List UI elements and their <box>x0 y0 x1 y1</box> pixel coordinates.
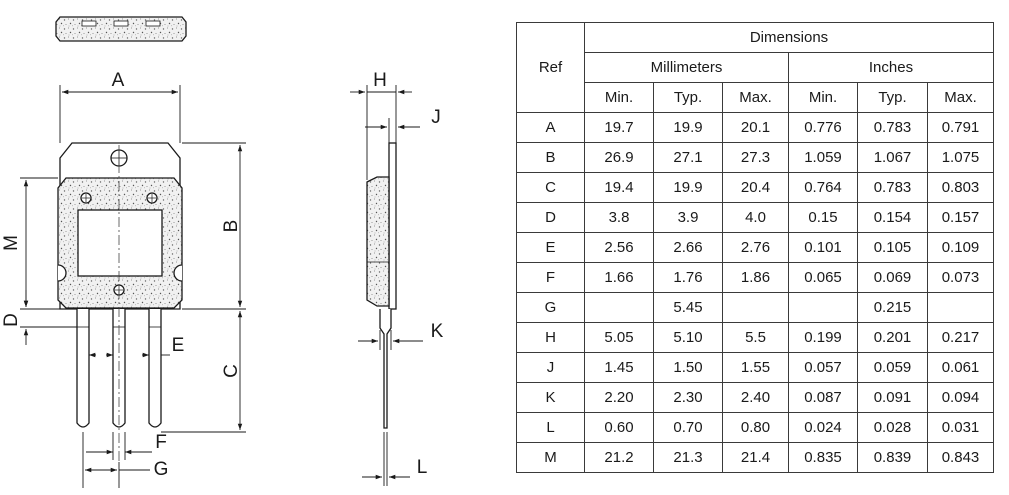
ref-cell: K <box>517 383 585 413</box>
value-cell: 0.059 <box>858 353 928 383</box>
dim-label-d: D <box>1 313 23 327</box>
value-cell: 0.154 <box>858 203 928 233</box>
front-view <box>58 143 182 427</box>
value-cell: 3.8 <box>585 203 654 233</box>
value-cell: 0.201 <box>858 323 928 353</box>
value-cell: 0.069 <box>858 263 928 293</box>
dim-label-e: E <box>171 335 185 356</box>
dim-label-h: H <box>373 70 387 91</box>
ref-cell: J <box>517 353 585 383</box>
table-row <box>517 413 994 443</box>
value-cell: 1.45 <box>585 353 654 383</box>
ref-header: Ref <box>517 23 585 113</box>
value-cell <box>723 293 789 323</box>
dim-label-k: K <box>430 321 444 342</box>
value-cell: 0.839 <box>858 443 928 473</box>
header-row-units <box>517 53 994 83</box>
value-cell: 0.028 <box>858 413 928 443</box>
value-cell: 19.9 <box>654 113 723 143</box>
value-cell: 19.7 <box>585 113 654 143</box>
value-cell: 0.217 <box>928 323 994 353</box>
value-cell: 0.70 <box>654 413 723 443</box>
table-row <box>517 203 994 233</box>
value-cell: 0.061 <box>928 353 994 383</box>
value-cell: 2.20 <box>585 383 654 413</box>
dim-label-g: G <box>153 459 169 480</box>
value-cell: 27.1 <box>654 143 723 173</box>
value-cell: 0.80 <box>723 413 789 443</box>
ref-cell: B <box>517 143 585 173</box>
value-cell: 21.2 <box>585 443 654 473</box>
table-row <box>517 173 994 203</box>
table-row <box>517 113 994 143</box>
value-cell: 1.50 <box>654 353 723 383</box>
value-cell: 21.3 <box>654 443 723 473</box>
value-cell: 2.76 <box>723 233 789 263</box>
millimeters-header: Millimeters <box>585 53 789 83</box>
value-cell: 1.66 <box>585 263 654 293</box>
value-cell: 20.1 <box>723 113 789 143</box>
value-cell: 0.843 <box>928 443 994 473</box>
value-cell: 19.9 <box>654 173 723 203</box>
value-cell: 0.109 <box>928 233 994 263</box>
table-row <box>517 143 994 173</box>
value-cell: 0.157 <box>928 203 994 233</box>
value-cell: 0.101 <box>789 233 858 263</box>
value-cell: 2.66 <box>654 233 723 263</box>
table-row <box>517 443 994 473</box>
header-row-minmax <box>517 83 994 113</box>
header-row-dimensions <box>517 23 994 53</box>
value-cell <box>928 293 994 323</box>
value-cell: 0.024 <box>789 413 858 443</box>
sub-header: Min. <box>789 83 858 113</box>
sub-header: Min. <box>585 83 654 113</box>
value-cell: 21.4 <box>723 443 789 473</box>
value-cell: 0.199 <box>789 323 858 353</box>
value-cell: 5.05 <box>585 323 654 353</box>
value-cell: 0.783 <box>858 113 928 143</box>
ref-cell: G <box>517 293 585 323</box>
value-cell: 0.764 <box>789 173 858 203</box>
ref-cell: L <box>517 413 585 443</box>
value-cell <box>789 293 858 323</box>
table-row <box>517 293 994 323</box>
ref-cell: M <box>517 443 585 473</box>
ref-cell: A <box>517 113 585 143</box>
table-row <box>517 353 994 383</box>
top-view <box>56 17 186 41</box>
value-cell: 5.45 <box>654 293 723 323</box>
value-cell: 0.803 <box>928 173 994 203</box>
sub-header: Max. <box>723 83 789 113</box>
value-cell: 5.5 <box>723 323 789 353</box>
ref-cell: H <box>517 323 585 353</box>
value-cell: 0.105 <box>858 233 928 263</box>
value-cell: 2.40 <box>723 383 789 413</box>
dim-label-m: M <box>1 235 23 251</box>
ref-cell: E <box>517 233 585 263</box>
sub-header: Typ. <box>858 83 928 113</box>
value-cell: 1.075 <box>928 143 994 173</box>
value-cell: 0.835 <box>789 443 858 473</box>
dim-label-l: L <box>416 457 428 478</box>
value-cell: 0.791 <box>928 113 994 143</box>
value-cell: 3.9 <box>654 203 723 233</box>
value-cell: 0.065 <box>789 263 858 293</box>
table-row <box>517 233 994 263</box>
value-cell: 0.031 <box>928 413 994 443</box>
value-cell: 5.10 <box>654 323 723 353</box>
dim-label-j: J <box>431 107 441 128</box>
table-row <box>517 383 994 413</box>
value-cell: 1.55 <box>723 353 789 383</box>
value-cell: 1.76 <box>654 263 723 293</box>
dim-label-f: F <box>155 432 167 453</box>
value-cell: 2.56 <box>585 233 654 263</box>
value-cell: 2.30 <box>654 383 723 413</box>
value-cell: 19.4 <box>585 173 654 203</box>
value-cell <box>585 293 654 323</box>
value-cell: 0.091 <box>858 383 928 413</box>
dimensions-table <box>516 22 994 473</box>
value-cell: 0.087 <box>789 383 858 413</box>
value-cell: 0.60 <box>585 413 654 443</box>
dimensions-header: Dimensions <box>585 23 994 53</box>
value-cell: 0.073 <box>928 263 994 293</box>
value-cell: 0.15 <box>789 203 858 233</box>
sub-header: Typ. <box>654 83 723 113</box>
value-cell: 0.094 <box>928 383 994 413</box>
ref-cell: C <box>517 173 585 203</box>
inches-header: Inches <box>789 53 994 83</box>
dim-label-b: B <box>221 219 243 233</box>
value-cell: 1.86 <box>723 263 789 293</box>
value-cell: 0.783 <box>858 173 928 203</box>
table-row <box>517 263 994 293</box>
value-cell: 20.4 <box>723 173 789 203</box>
value-cell: 1.067 <box>858 143 928 173</box>
value-cell: 0.057 <box>789 353 858 383</box>
ref-cell: F <box>517 263 585 293</box>
value-cell: 4.0 <box>723 203 789 233</box>
value-cell: 0.215 <box>858 293 928 323</box>
value-cell: 1.059 <box>789 143 858 173</box>
table-row <box>517 323 994 353</box>
value-cell: 27.3 <box>723 143 789 173</box>
ref-cell: D <box>517 203 585 233</box>
sub-header: Max. <box>928 83 994 113</box>
dim-label-c: C <box>221 364 243 378</box>
value-cell: 0.776 <box>789 113 858 143</box>
value-cell: 26.9 <box>585 143 654 173</box>
dim-label-a: A <box>111 70 125 91</box>
side-view <box>367 143 396 428</box>
